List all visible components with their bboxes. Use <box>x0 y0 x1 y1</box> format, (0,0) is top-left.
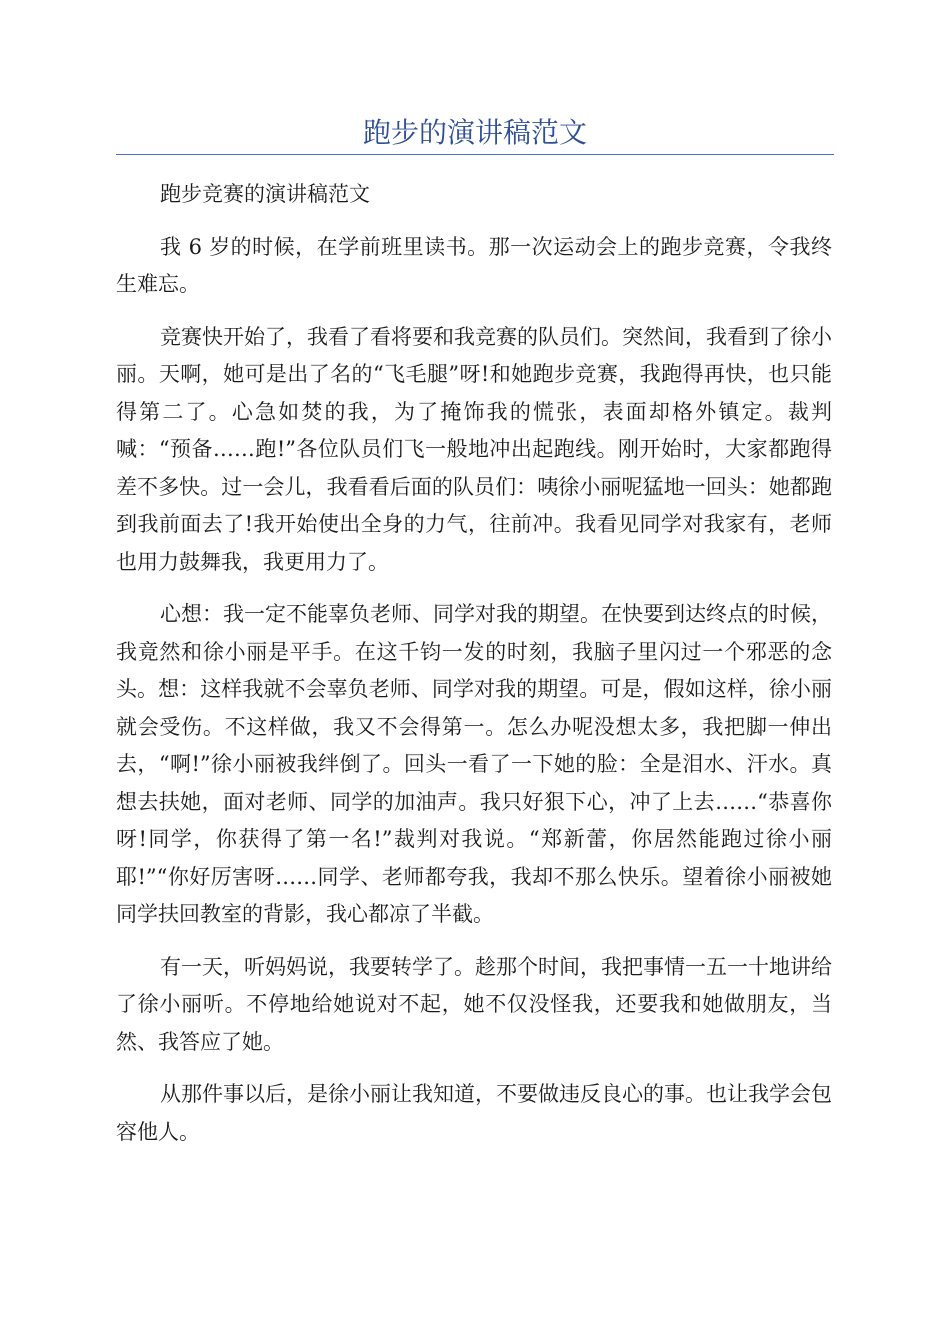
paragraph: 心想：我一定不能辜负老师、同学对我的期望。在快要到达终点的时候，我竟然和徐小丽是平手。在这千钧一发的时刻，我脑子里闪过一个邪恶的念头。想：这样我就不会辜负老师、同学对我的期望。可是，假如这样，徐小丽就会受伤。不这样做，我又不会得第一。怎么办呢没想太多，我把脚一伸出去，“啊!”徐小丽被我绊倒了。回头一看了一下她的脸：全是泪水、汗水。真想去扶她，面对老师、同学的加油声。我只好狠下心，冲了上去……“恭喜你呀!同学，你获得了第一名!”裁判对我说。“郑新蕾，你居然能跑过徐小丽耶!”“你好厉害呀……同学、老师都夸我，我却不那么快乐。望着徐小丽被她同学扶回教室的背影，我心都凉了半截。 <box>116 602 832 926</box>
paragraph: 从那件事以后，是徐小丽让我知道，不要做违反良心的事。也让我学会包容他人。 <box>116 1082 832 1144</box>
paragraph: 我 6 岁的时候，在学前班里读书。那一次运动会上的跑步竞赛，令我终生难忘。 <box>116 234 832 296</box>
paragraph-subtitle: 跑步竞赛的演讲稿范文 <box>160 182 370 206</box>
document-title: 跑步的演讲稿范文 <box>362 116 587 149</box>
paragraph: 有一天，听妈妈说，我要转学了。趁那个时间，我把事情一五一十地讲给了徐小丽听。不停地给她说对不起，她不仅没怪我，还要我和她做朋友，当然、我答应了她。 <box>116 954 832 1054</box>
title-underline <box>116 154 834 155</box>
document-body <box>116 176 832 1166</box>
paragraph: 竞赛快开始了，我看了看将要和我竞赛的队员们。突然间，我看到了徐小丽。天啊，她可是出了名的“飞毛腿”呀!和她跑步竞赛，我跑得再快，也只能得第二了。心急如焚的我，为了掩饰我的慌张，表面却格外镇定。裁判喊：“预备……跑!”各位队员们飞一般地冲出起跑线。刚开始时，大家都跑得差不多快。过一会儿，我看看后面的队员们：咦徐小丽呢猛地一回头：她都跑到我前面去了!我开始使出全身的力气，往前冲。我看见同学对我家有，老师也用力鼓舞我，我更用力了。 <box>116 324 832 574</box>
